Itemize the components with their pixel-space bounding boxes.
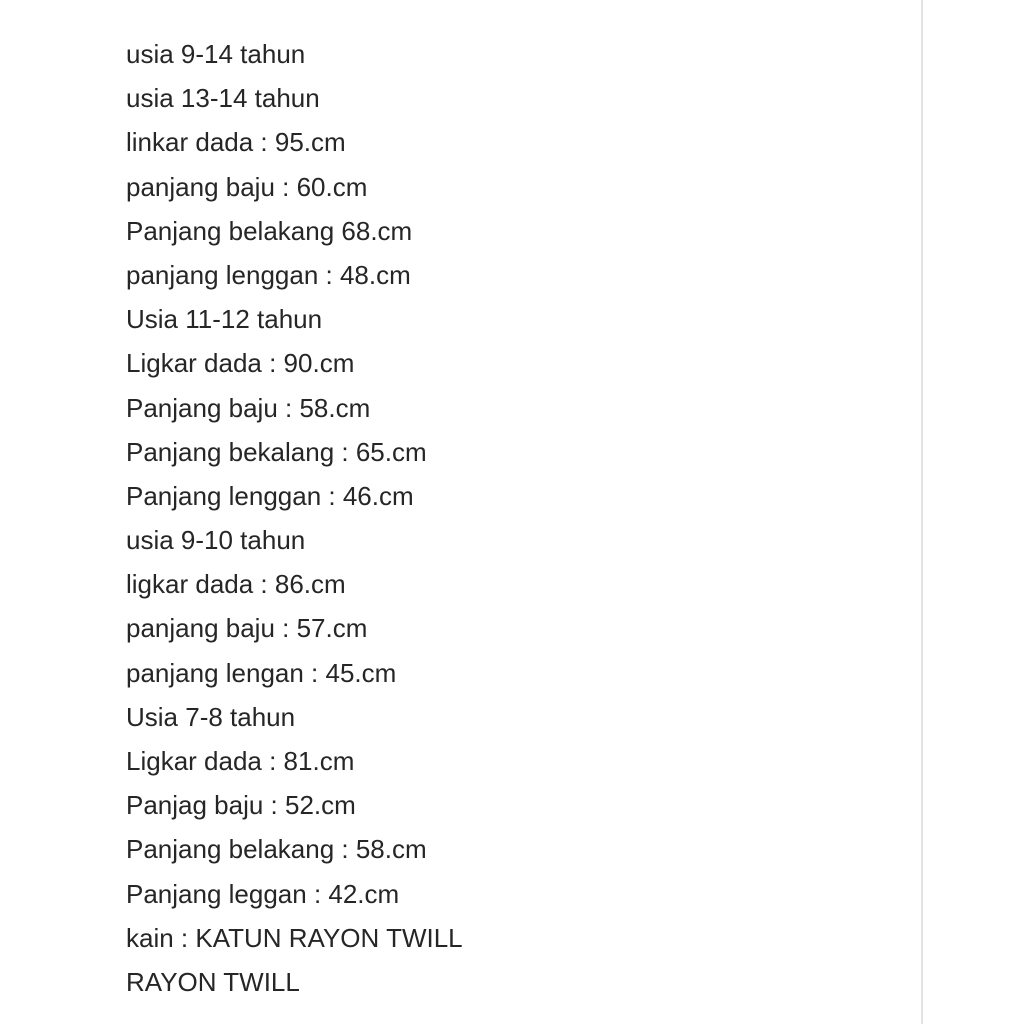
description-line-back-length: Panjang belakang : 58.cm xyxy=(126,834,427,865)
description-line-length: Panjag baju : 52.cm xyxy=(126,790,356,821)
description-line-age-9-10: usia 9-10 tahun xyxy=(126,525,306,556)
description-line-fabric: kain : KATUN RAYON TWILL xyxy=(126,922,463,953)
description-line-sleeve: Panjang lenggan : 46.cm xyxy=(126,480,414,511)
description-line-chest: ligkar dada : 86.cm xyxy=(126,569,346,600)
description-line-age-13-14: usia 13-14 tahun xyxy=(126,83,320,114)
description-line-age-11-12: Usia 11-12 tahun xyxy=(126,304,323,335)
description-line-length: Panjang baju : 58.cm xyxy=(126,392,371,423)
description-line-age-range: usia 9-14 tahun xyxy=(126,39,306,69)
description-line-chest: Ligkar dada : 90.cm xyxy=(126,348,355,379)
description-line-sleeve: panjang lenggan : 48.cm xyxy=(126,259,411,290)
description-line-chest: Ligkar dada : 81.cm xyxy=(126,746,355,776)
description-line-length: panjang baju : 60.cm xyxy=(126,171,368,202)
description-line-back-length: Panjang belakang 68.cm xyxy=(126,215,413,246)
product-description-text xyxy=(126,32,906,1004)
description-line-chest: linkar dada : 95.cm xyxy=(126,127,346,158)
description-line-fabric-type: RAYON TWILL xyxy=(126,966,300,997)
description-line-length: panjang baju : 57.cm xyxy=(126,613,368,644)
vertical-divider xyxy=(921,0,923,1024)
description-line-sleeve: panjang lengan : 45.cm xyxy=(126,657,397,688)
description-line-back-length: Panjang bekalang : 65.cm xyxy=(126,436,427,467)
description-line-sleeve: Panjang leggan : 42.cm xyxy=(126,878,400,909)
description-line-age-7-8: Usia 7-8 tahun xyxy=(126,701,296,732)
